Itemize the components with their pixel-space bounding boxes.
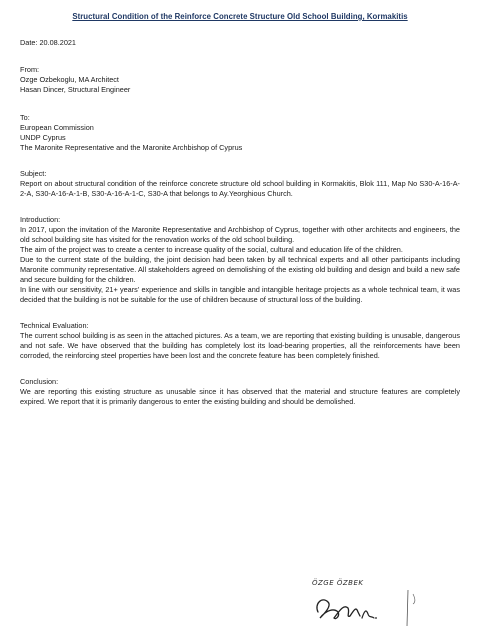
introduction-paragraph-4: In line with our sensitivity, 21+ years' experience and skills in tangible and intangible heritage projects as a whole technical team, it was decided that the building is not be suitable for the use of children because of structural loss of the building. bbox=[20, 285, 460, 304]
introduction-paragraph-1: In 2017, upon the invitation of the Maronite Representative and Archbishop of Cyprus, together with other architects and engineers, the old school building site has visited for the renovation works of the old school building. bbox=[20, 225, 460, 244]
conclusion-label: Conclusion: bbox=[20, 377, 59, 386]
technical-evaluation-section bbox=[20, 321, 460, 361]
subject-section bbox=[20, 169, 460, 199]
handwritten-signature bbox=[312, 578, 432, 628]
technical-evaluation-text: The current school building is as seen in the attached pictures. As a team, we are reporting that existing building is unusable, dangerous and not safe. We have observed that the building has completely lost its load-bearing properties, all the reinforcements have been corroded, the reinforcing steel properties have been lost and the concrete feature has been completely finished. bbox=[20, 331, 460, 360]
signature-name: ÖZGE ÖZBEK bbox=[312, 579, 364, 587]
from-author-architect: Ozge Ozbekoglu, MA Architect bbox=[20, 75, 119, 84]
to-recipient-undp: UNDP Cyprus bbox=[20, 133, 66, 142]
introduction-label: Introduction: bbox=[20, 215, 61, 224]
from-section bbox=[20, 65, 460, 95]
to-label: To: bbox=[20, 113, 30, 122]
conclusion-section bbox=[20, 377, 460, 407]
from-author-engineer: Hasan Dincer, Structural Engineer bbox=[20, 85, 131, 94]
conclusion-text: We are reporting this existing structure as unusable since it has observed that the material and structure features are completely expired. We report that it is primarily dangerous to enter the existing building and should be demolished. bbox=[20, 387, 460, 406]
subject-label: Subject: bbox=[20, 169, 47, 178]
introduction-section bbox=[20, 215, 460, 305]
introduction-paragraph-3: Due to the current state of the building, the joint decision had been taken by all technical experts and all other participants including Maronite community representative. All stakeholders agreed on demolishing of the existing old building and design and build a new safe and secure building for the children. bbox=[20, 255, 460, 284]
to-section bbox=[20, 113, 460, 153]
document-title: Structural Condition of the Reinforce Concrete Structure Old School Building, Kormakitis bbox=[72, 12, 408, 21]
to-recipient-ec: European Commission bbox=[20, 123, 94, 132]
to-recipient-maronite: The Maronite Representative and the Maronite Archbishop of Cyprus bbox=[20, 143, 243, 152]
introduction-paragraph-2: The aim of the project was to create a center to increase quality of the social, cultural and education life of the children. bbox=[20, 245, 403, 254]
document-date: Date: 20.08.2021 bbox=[20, 38, 76, 47]
subject-text: Report on about structural condition of the reinforce concrete structure old school building in Kormakitis, Blok 111, Map No S30-A-16-A-2-A, S30-A-16-A-1-B, S30-A-16-A-1-C, S30-A that belongs to Ay.Yeorghious Church. bbox=[20, 179, 460, 198]
technical-evaluation-label: Technical Evaluation: bbox=[20, 321, 89, 330]
from-label: From: bbox=[20, 65, 40, 74]
